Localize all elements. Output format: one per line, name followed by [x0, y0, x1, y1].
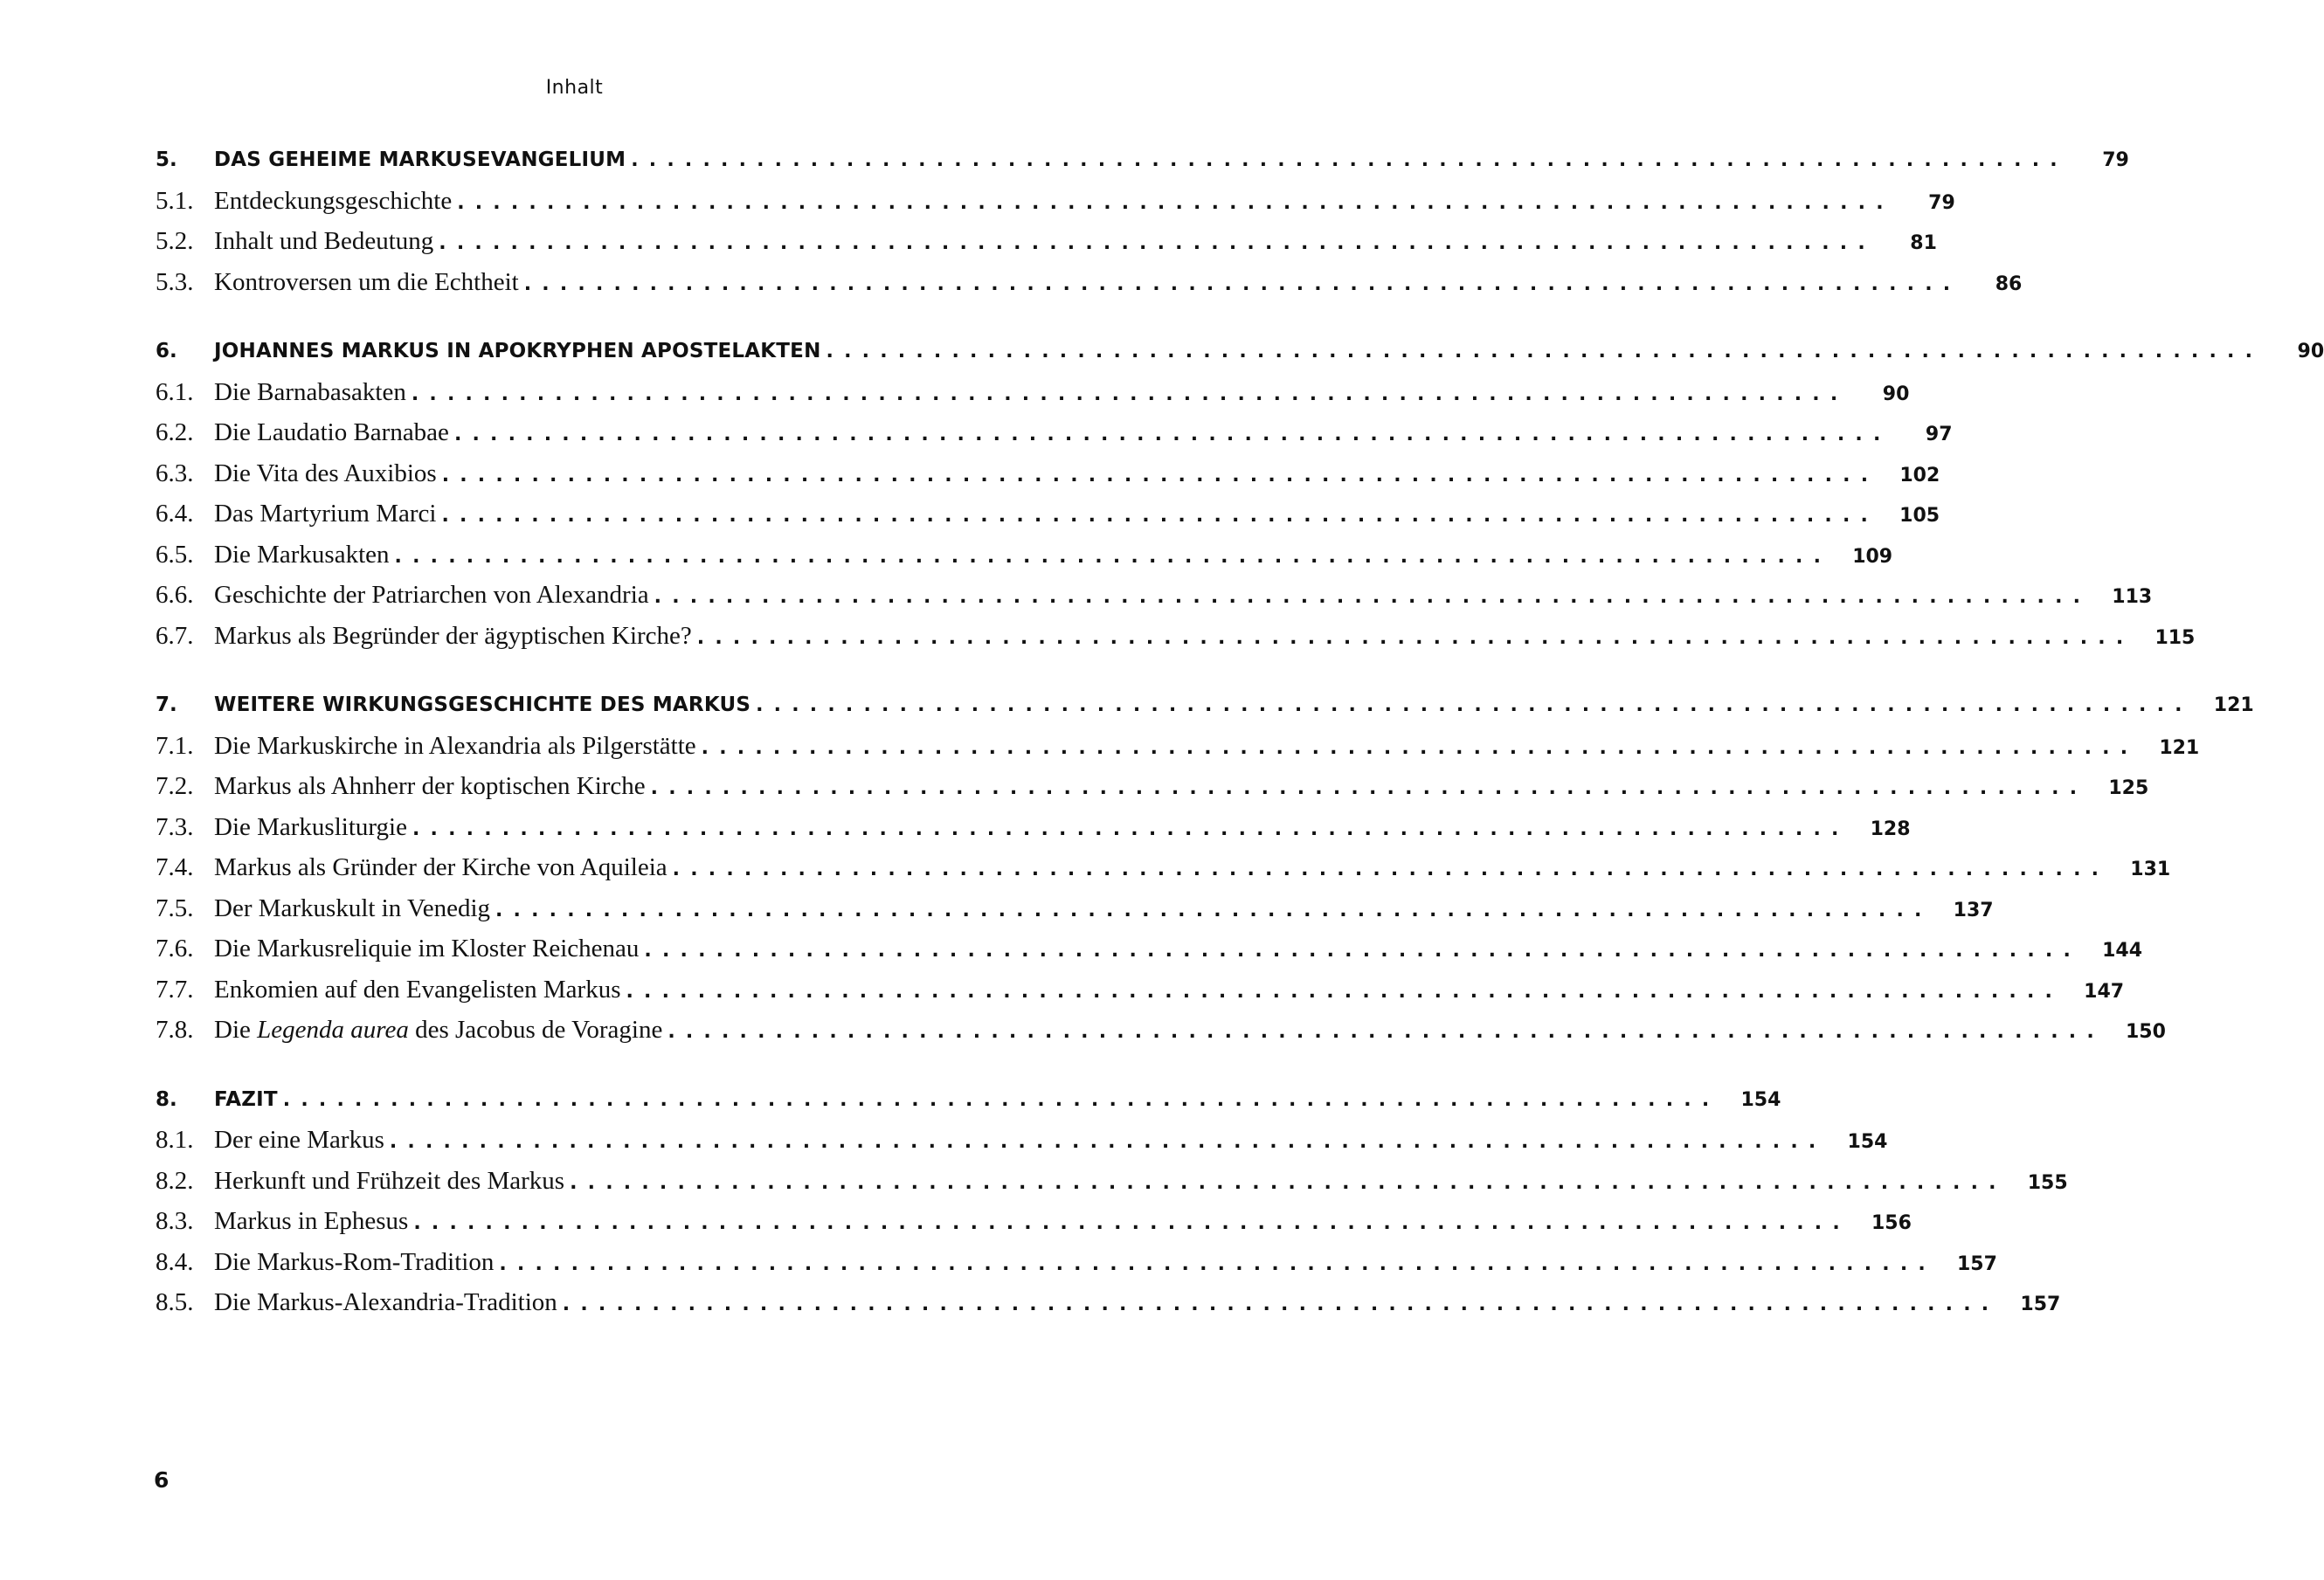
page-number: 97	[1925, 424, 1953, 445]
section-number: 7.4.	[156, 853, 194, 881]
dot-leader: ................................................................................	[667, 1021, 2105, 1043]
dot-leader: ................................................................................	[562, 1294, 2000, 1315]
toc-entry[interactable]	[156, 888, 1994, 929]
chapter-title: JOHANNES MARKUS IN APOKRYPHEN APOSTELAKTEN	[214, 340, 821, 362]
toc-entry[interactable]	[156, 493, 1940, 535]
page-number: 125	[2108, 777, 2149, 799]
page-number: 105	[1899, 505, 1940, 527]
toc-entry[interactable]	[156, 1201, 1912, 1242]
chapter-number: 7.	[156, 693, 177, 716]
dot-leader: ................................................................................	[394, 545, 1832, 568]
toc-entry[interactable]	[156, 766, 2149, 807]
section-title: Markus als Begründer der ägyptischen Kirche?	[214, 621, 692, 650]
page-number: 121	[2213, 694, 2254, 716]
section-number: 6.7.	[156, 621, 194, 650]
toc-entry[interactable]	[156, 1010, 2166, 1051]
page-number: 113	[2112, 586, 2153, 608]
toc-entry[interactable]	[156, 616, 2196, 657]
chapter-title: FAZIT	[214, 1087, 278, 1111]
dot-leader: ................................................................................	[756, 694, 2193, 716]
section-number: 8.5.	[156, 1288, 194, 1316]
section-number: 7.5.	[156, 893, 194, 922]
chapter-number: 5.	[156, 148, 177, 171]
dot-leader: ................................................................................	[441, 464, 1879, 486]
section-number: 7.6.	[156, 935, 194, 962]
italic-title: Legenda aurea	[257, 1016, 409, 1044]
dot-leader: ................................................................................	[412, 818, 1850, 840]
dot-leader: ................................................................................	[411, 383, 1849, 405]
dot-leader: ................................................................................	[570, 1171, 2007, 1194]
page-number: 121	[2159, 736, 2200, 759]
toc-entry[interactable]	[156, 221, 1937, 262]
chapter-title: DAS GEHEIME MARKUSEVANGELIUM	[214, 148, 626, 171]
toc-entry[interactable]	[156, 685, 2254, 726]
dot-leader: ................................................................................	[441, 505, 1879, 527]
section-number: 7.1.	[156, 731, 194, 760]
section-number: 5.2.	[156, 227, 194, 255]
section-title: Markus als Gründer der Kirche von Aquileia	[214, 853, 667, 881]
page-number: 90	[1882, 383, 1910, 405]
dot-leader: ................................................................................	[826, 341, 2264, 362]
page-folio: 6	[154, 1467, 169, 1493]
section-title: Markus als Ahnherr der koptischen Kirche	[214, 772, 646, 800]
page-number: 102	[1899, 464, 1940, 486]
section-number: 8.3.	[156, 1207, 194, 1235]
toc-entry[interactable]	[156, 726, 2200, 767]
toc-entry[interactable]	[156, 262, 2023, 303]
dot-leader: ................................................................................	[453, 424, 1892, 445]
dot-leader: ................................................................................	[650, 777, 2088, 799]
page-number: 86	[1995, 273, 2023, 295]
chapter-7	[156, 685, 2254, 1051]
page-number: 109	[1852, 545, 1893, 568]
toc-entry[interactable]	[156, 847, 2171, 888]
dot-leader: ................................................................................	[523, 273, 1961, 295]
chapter-number: 8.	[156, 1087, 177, 1111]
toc-entry[interactable]	[156, 535, 1893, 576]
section-title: Der Markuskult in Venedig	[214, 893, 490, 922]
chapter-5	[156, 140, 2129, 302]
chapter-6	[156, 331, 2324, 656]
toc-entry[interactable]	[156, 807, 1911, 848]
chapter-8	[156, 1080, 2068, 1323]
toc-entry[interactable]	[156, 372, 1910, 413]
toc-entry[interactable]	[156, 969, 2125, 1011]
section-title: Entdeckungsgeschichte	[214, 186, 453, 215]
toc-entry[interactable]	[156, 575, 2153, 616]
section-title: Die Legenda aurea des Jacobus de Voragine	[214, 1016, 663, 1044]
section-title: Markus in Ephesus	[214, 1207, 409, 1235]
toc-entry[interactable]	[156, 453, 1940, 494]
dot-leader: ................................................................................	[457, 191, 1894, 214]
running-head: Inhalt	[545, 77, 604, 99]
page-number: 155	[2027, 1171, 2068, 1194]
section-title: Die Vita des Auxibios	[214, 459, 437, 487]
section-title: Die Markus-Rom-Tradition	[214, 1247, 495, 1276]
dot-leader: ................................................................................	[644, 940, 2082, 962]
dot-leader: ................................................................................	[696, 626, 2134, 649]
page-number: 150	[2125, 1021, 2166, 1043]
dot-leader: ................................................................................	[499, 1252, 1936, 1275]
page-number: 156	[1871, 1212, 1912, 1234]
section-title: Die Barnabasakten	[214, 377, 406, 406]
toc-entry[interactable]	[156, 928, 2143, 969]
page-number: 157	[2020, 1294, 2061, 1315]
dot-leader: ................................................................................	[389, 1131, 1827, 1153]
section-number: 7.7.	[156, 975, 194, 1004]
chapter-title: WEITERE WIRKUNGSGESCHICHTE DES MARKUS	[214, 693, 751, 716]
page-number: 157	[1957, 1252, 1997, 1275]
section-number: 7.3.	[156, 812, 194, 841]
dot-leader: ................................................................................	[701, 736, 2139, 759]
section-title: Die Markuskirche in Alexandria als Pilgerstätte	[214, 731, 696, 760]
section-number: 8.2.	[156, 1166, 194, 1195]
dot-leader: ................................................................................	[413, 1212, 1850, 1234]
section-number: 8.4.	[156, 1247, 194, 1276]
section-number: 7.2.	[156, 772, 194, 800]
section-title: Herkunft und Frühzeit des Markus	[214, 1166, 565, 1195]
section-number: 6.4.	[156, 500, 194, 528]
toc-entry[interactable]	[156, 412, 1953, 453]
page-number: 131	[2130, 859, 2171, 880]
page-number: 115	[2155, 626, 2196, 649]
table-of-contents	[156, 140, 2324, 1352]
section-title: Die Markusakten	[214, 540, 390, 569]
page-number: 79	[2102, 149, 2129, 171]
section-title: Die Laudatio Barnabae	[214, 418, 449, 446]
section-number: 5.3.	[156, 267, 194, 296]
section-title: Enkomien auf den Evangelisten Markus	[214, 975, 621, 1004]
dot-leader: ................................................................................	[495, 899, 1933, 921]
section-number: 8.1.	[156, 1126, 194, 1154]
dot-leader: ................................................................................	[626, 980, 2064, 1003]
dot-leader: ................................................................................	[282, 1088, 1720, 1111]
chapter-number: 6.	[156, 340, 177, 362]
section-title: Die Markusliturgie	[214, 812, 407, 841]
section-title: Geschichte der Patriarchen von Alexandria	[214, 581, 649, 609]
dot-leader: ................................................................................	[631, 149, 2068, 171]
toc-entry[interactable]	[156, 1242, 1997, 1283]
section-number: 5.1.	[156, 186, 194, 215]
section-title: Inhalt und Bedeutung	[214, 227, 434, 255]
section-title: Das Martyrium Marci	[214, 500, 437, 528]
toc-entry[interactable]	[156, 1282, 2061, 1323]
section-title: Kontroversen um die Echtheit	[214, 267, 519, 296]
toc-entry[interactable]	[156, 1161, 2068, 1202]
toc-entry[interactable]	[156, 140, 2129, 181]
dot-leader: ................................................................................	[654, 586, 2092, 608]
page-number: 128	[1870, 818, 1911, 840]
section-title: Der eine Markus	[214, 1126, 384, 1154]
section-title: Die Markus-Alexandria-Tradition	[214, 1288, 557, 1316]
section-title: Die Markusreliquie im Kloster Reichenau	[214, 935, 640, 962]
page-number: 147	[2084, 980, 2125, 1003]
page-number: 90	[2297, 341, 2324, 362]
section-number: 6.1.	[156, 377, 194, 406]
page-number: 81	[1910, 232, 1937, 254]
page-number: 154	[1740, 1088, 1781, 1111]
section-number: 6.5.	[156, 540, 194, 569]
section-number: 7.8.	[156, 1016, 194, 1044]
page-number: 137	[1953, 899, 1994, 921]
section-number: 6.3.	[156, 459, 194, 487]
section-number: 6.6.	[156, 581, 194, 609]
dot-leader: ................................................................................	[439, 232, 1876, 254]
toc-entry[interactable]	[156, 1080, 1781, 1121]
page-number: 144	[2102, 940, 2143, 962]
section-number: 6.2.	[156, 418, 194, 446]
page-number: 79	[1928, 191, 1955, 214]
toc-entry[interactable]	[156, 331, 2324, 372]
dot-leader: ................................................................................	[672, 859, 2110, 880]
page-number: 154	[1847, 1131, 1888, 1153]
toc-entry[interactable]	[156, 1120, 1888, 1161]
toc-entry[interactable]	[156, 181, 1955, 222]
